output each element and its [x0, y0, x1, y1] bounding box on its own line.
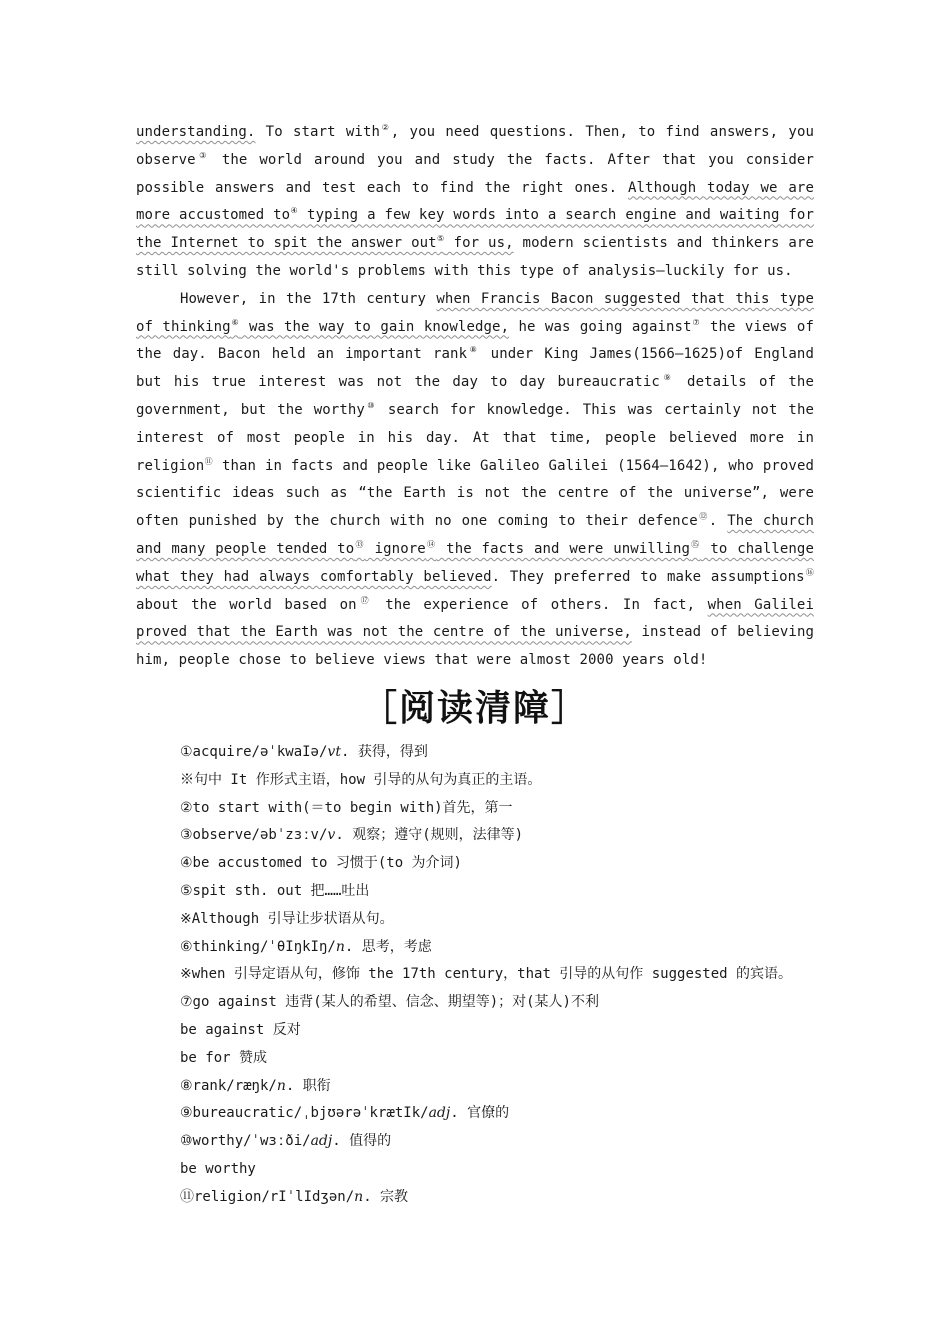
- footnote-marker: ⑥: [230, 317, 240, 327]
- footnote-marker: ⑩: [364, 400, 377, 410]
- footnote-marker: ④: [290, 206, 299, 216]
- footnote-marker: ③: [195, 150, 210, 160]
- note-bureaucratic: ⑨bureaucratic/ˌbjʊərəˈkrætIk/adj. 官僚的: [180, 1105, 510, 1122]
- underlined-text: The church and many people tended to⑬ ignore⑭ the facts and were unwilling⑮ to challenge what they had always comfortably believed: [136, 513, 814, 585]
- note-accustomed: ④be accustomed to 习惯于(to 为介词): [180, 855, 462, 872]
- underlined-text: when Francis Bacon suggested that this type of thinking⑥ was the way to gain knowledge,: [136, 290, 814, 335]
- footnote-marker: ⑪: [204, 456, 214, 466]
- underlined-text: when Galilei proved that the Earth was not the centre of the universe,: [136, 596, 814, 641]
- note-observe: ③observe/əbˈzɜːv/v. 观察；遵守(规则，法律等): [180, 827, 524, 844]
- note-acquire: ①acquire/əˈkwaIə/vt. 获得，得到: [180, 744, 428, 760]
- section-heading: ［阅读清障］: [360, 688, 589, 729]
- paragraph-2: However, in the 17th century when Francis Bacon suggested that this type of thinking⑥ was the way to gain knowledge, he was going against⑦ the views of the day. Bacon held an important rank⑧ under King James(1566—1625)of England but his true interest was not the day to day bureaucratic⑨ details of the government, but the worthy⑩ search for knowledge. This was certainly not the interest of most people in his day. At that time, people believed more in religion⑪ than in facts and people like Galileo Galilei (1564—1642), who proved scientific ideas such as “the Earth is not the centre of the universe”, were often punished by the church with no one coming to their defence⑫. The church and many people tended to⑬ ignore⑭ the facts and were unwilling⑮ to challenge what they had always comfortably believed. They preferred to make assumptions⑯ about the world based on⑰ the experience of others. In fact, when Galilei proved that the Earth was not the centre of the universe, instead of believing him, people chose to believe views that were almost 2000 years old!: [136, 290, 814, 669]
- footnote-marker: ②: [380, 123, 391, 132]
- underlined-text: Although today we are more accustomed to④ typing a few key words into a search engine and waiting for the Internet to spit the answer out⑤ for us,: [136, 179, 814, 252]
- paragraph-1: understanding. To start with②, you need questions. Then, to find answers, you observe③ the world around you and study the facts. After that you consider possible answers and test each to find the right ones. Although today we are more accustomed to④ typing a few key words into a search engine and waiting for the Internet to spit the answer out⑤ for us, modern scientists and thinkers are still solving the world's problems with this type of analysis—luckily for us.: [136, 123, 814, 279]
- note-worthy: ⑩worthy/ˈwɜːði/adj. 值得的: [180, 1133, 392, 1150]
- note-be-against: be against 反对: [180, 1021, 301, 1038]
- footnote-marker: ⑨: [659, 373, 675, 383]
- note-to-start-with: ②to start with(＝to begin with)首先，第一: [180, 799, 513, 816]
- footnote-marker: ⑰: [356, 595, 373, 605]
- note-spit-out: ⑤spit sth. out 把……吐出: [180, 882, 370, 899]
- note-go-against: ⑦go against 违背(某人的希望、信念、期望等)；对(某人)不利: [180, 994, 599, 1011]
- underlined-text: understanding.: [136, 124, 256, 140]
- footnote-marker: ⑭: [425, 539, 437, 549]
- footnote-marker: ⑮: [690, 539, 701, 549]
- note-grammar: ※when 引导定语从句，修饰 the 17th century，that 引导的从句作 suggested 的宾语。: [180, 966, 793, 983]
- note-religion: ⑪religion/rIˈlIdʒən/n. 宗教: [180, 1188, 409, 1205]
- note-rank: ⑧rank/ræŋk/n. 职衔: [180, 1077, 331, 1094]
- note-thinking: ⑥thinking/ˈθIŋkIŋ/n. 思考，考虑: [180, 938, 432, 955]
- reading-passage: [136, 119, 814, 675]
- note-grammar: ※Although 引导让步状语从句。: [180, 910, 394, 927]
- footnote-marker: ⑬: [354, 539, 365, 549]
- vocabulary-notes: [180, 739, 840, 1212]
- note-be-worthy: be worthy: [180, 1160, 256, 1177]
- footnote-marker: ⑦: [691, 317, 701, 327]
- footnote-marker: ⑯: [804, 567, 814, 577]
- note-be-for: be for 赞成: [180, 1049, 268, 1066]
- footnote-marker: ⑤: [436, 234, 445, 244]
- note-grammar: ※句中 It 作形式主语，how 引导的从句为真正的主语。: [180, 771, 542, 788]
- footnote-marker: ⑫: [697, 512, 709, 522]
- footnote-marker: ⑧: [467, 345, 480, 355]
